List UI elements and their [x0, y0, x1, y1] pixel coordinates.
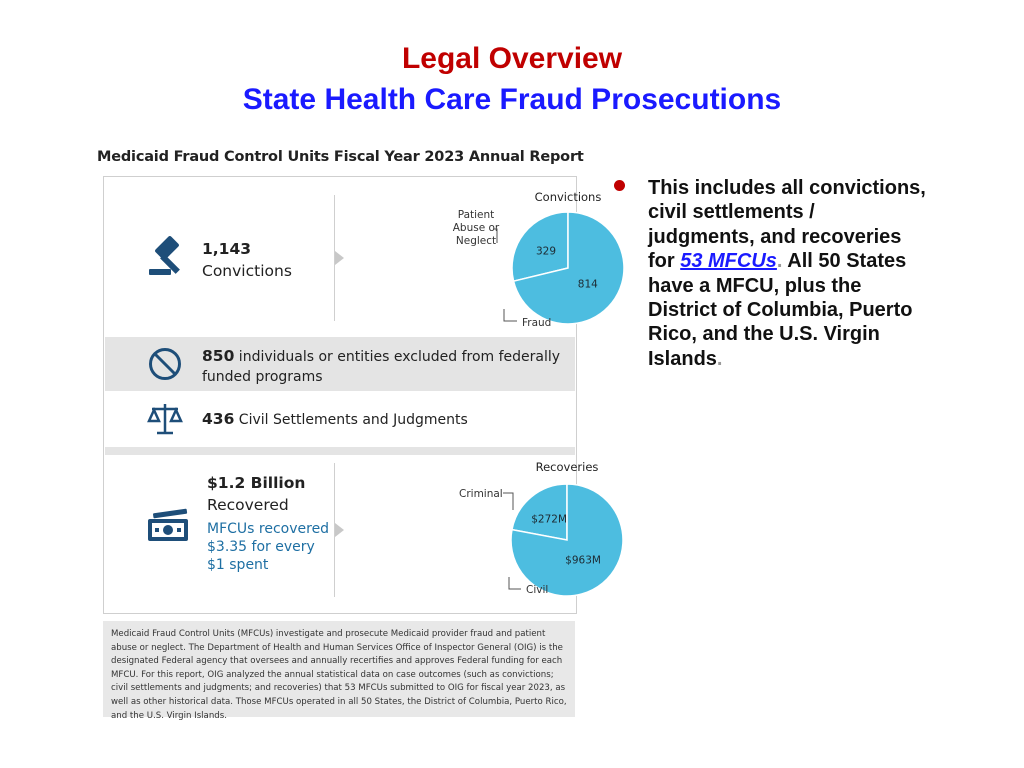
- excluded-section: [105, 337, 575, 391]
- recoveries-section: [105, 455, 601, 613]
- pie-value-label-1: $963M: [565, 554, 601, 567]
- recovered-note-2: $3.35 for every: [207, 539, 315, 555]
- convictions-section: [105, 177, 602, 337]
- pie-value-label-0: $272M: [531, 513, 568, 526]
- report-footnote: Medicaid Fraud Control Units (MFCUs) investigate and prosecute Medicaid provider fraud and patient abuse or neglect. The Department of Health and Human Services Office of Inspector General (OIG) is the designated Federal agency that oversees and annually recertifies and approves Federal funding for each MFCU. For this report, OIG analyzed the annual statistical data on case outcomes (such as convictions; civil settlements and judgments; and recoveries) that 53 MFCUs submitted to OIG for fiscal year 2023, as well as other historical data. Those MFCUs operated in all 50 States, the District of Columbia, Puerto Rico, and the U.S. Virgin Islands.: [103, 621, 575, 717]
- pie-value-label-0: 329: [535, 245, 557, 258]
- civil-section: [105, 391, 575, 447]
- scales-icon: [147, 401, 183, 437]
- recovered-note-1: MFCUs recovered: [207, 521, 330, 537]
- recovered-note-3: $1 spent: [207, 557, 269, 573]
- chart-title: Convictions: [534, 190, 602, 204]
- recoveries-pie-chart: [341, 455, 601, 613]
- convictions-label: Convictions: [202, 262, 292, 280]
- pie-category-label-0: Abuse or: [452, 222, 500, 234]
- pie-value-label-1: 814: [577, 278, 598, 291]
- pie-category-label-1: Fraud: [522, 317, 552, 329]
- bullet-icon: [614, 180, 625, 191]
- recovered-value: $1.2 Billion: [207, 474, 306, 492]
- slide-subtitle: State Health Care Fraud Prosecutions: [242, 83, 782, 116]
- pie-category-label-0: Patient: [457, 209, 495, 221]
- pie-category-label-1: Civil: [526, 584, 549, 596]
- convictions-pie-chart: [341, 181, 602, 337]
- report-title: Medicaid Fraud Control Units Fiscal Year 2023 Annual Report: [97, 149, 584, 165]
- bullet-text: This includes all convictions, civil settlements / judgments, and recoveries for 53 MFCUs. All 50 States have a MFCU, plus the District of Columbia, Puerto Rico, and the U.S. Virgin Islands.: [648, 177, 926, 370]
- excluded-text: 850 individuals or entities excluded from federally funded programs: [202, 347, 561, 385]
- pie-category-label-0: Neglect: [455, 235, 497, 247]
- slide-title: Legal Overview: [401, 42, 623, 75]
- prohibited-icon: [148, 347, 182, 381]
- chart-title: Recoveries: [535, 460, 599, 474]
- callout-line: [503, 493, 513, 510]
- bullet-list: [616, 176, 926, 371]
- callout-line: [509, 577, 521, 589]
- mfcu-link[interactable]: 53 MFCUs: [680, 250, 777, 273]
- callout-line: [504, 309, 517, 321]
- report-panel: [103, 176, 602, 614]
- convictions-value: 1,143: [202, 240, 252, 258]
- recovered-label: Recovered: [207, 496, 289, 514]
- gavel-icon: [145, 235, 189, 277]
- civil-text: 436 Civil Settlements and Judgments: [202, 410, 468, 428]
- pie-category-label-0: Criminal: [459, 488, 503, 500]
- money-icon: [145, 509, 191, 545]
